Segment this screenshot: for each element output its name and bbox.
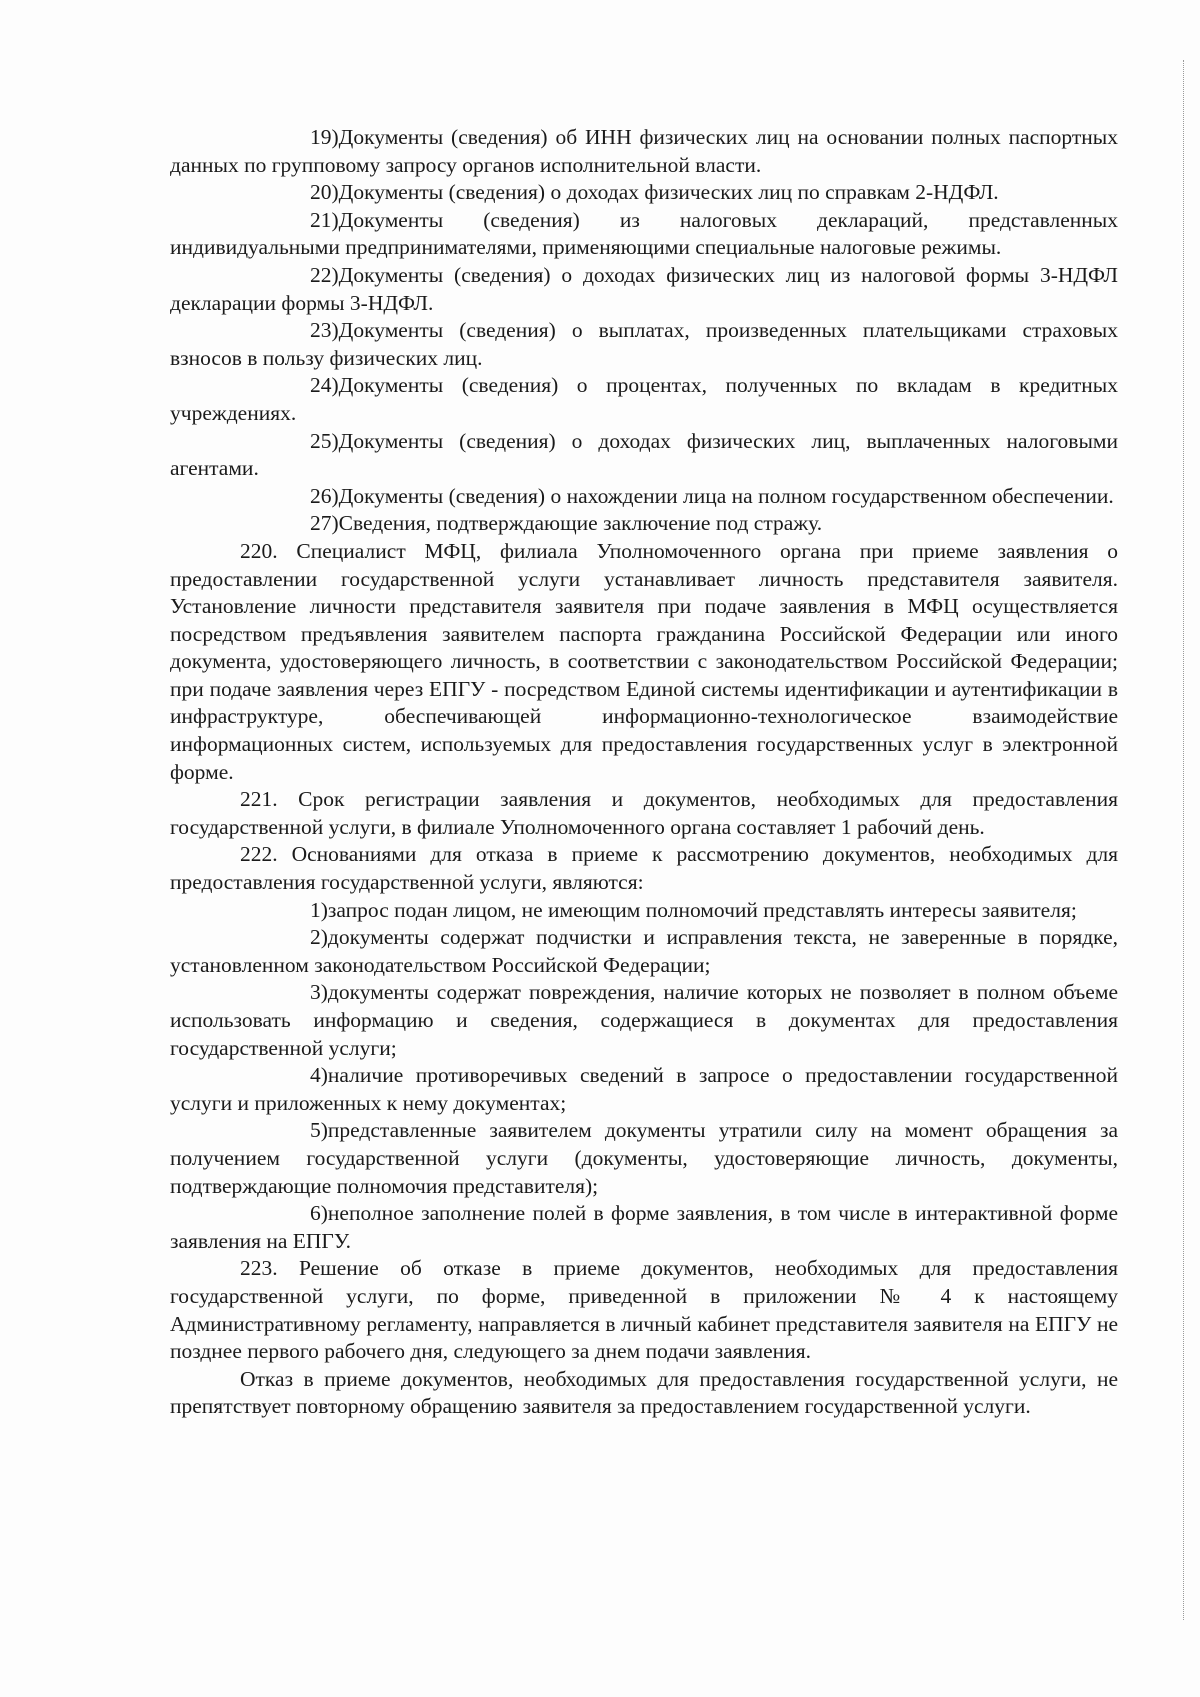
list-item-text: Документы (сведения) из налоговых деклараций, представленных индивидуальными предпринимателями, применяющими специальные налоговые режимы. [170, 207, 1118, 260]
list-item [170, 262, 1118, 317]
list-item-text: представленные заявителем документы утратили силу на момент обращения за получением государственной услуги (документы, удостоверяющие личность, документы, подтверждающие полномочия представителя); [170, 1118, 1118, 1198]
list-item [170, 317, 1118, 372]
list-item [170, 124, 1118, 179]
list-item-text: Документы (сведения) о выплатах, произведенных плательщиками страховых взносов в пользу физических лиц. [170, 318, 1118, 370]
list-item-number: 22) [310, 262, 339, 287]
list-item-text: Документы (сведения) о процентах, полученных по вкладам в кредитных учреждениях. [170, 373, 1118, 425]
list-item-number: 21) [310, 207, 339, 232]
paragraph-220: 220. Специалист МФЦ, филиала Уполномоченного органа при приеме заявления о предоставлении государственной услуги устанавливает личность представителя заявителя. Установление личности представителя заявителя при подаче заявления в МФЦ осуществляется посредством предъявления заявителем паспорта гражданина Российской Федерации или иного документа, удостоверяющего личность, в соответствии с законодательством Российской Федерации; при подаче заявления через ЕПГУ - посредством Единой системы идентификации и аутентификации в инфраструктуре, обеспечивающей информационно-технологическое взаимодействие информационных систем, используемых для предоставления государственных услуг в электронной форме. [170, 538, 1118, 784]
list-item [170, 179, 1118, 207]
list-item [170, 1062, 1118, 1117]
list-item [170, 979, 1118, 1062]
list-item [170, 897, 1118, 925]
list-item-text: запрос подан лицом, не имеющим полномочий представлять интересы заявителя; [327, 897, 1077, 922]
list-item-number: 20) [310, 180, 339, 205]
list-item-text: неполное заполнение полей в форме заявления, в том числе в интерактивной форме заявления на ЕПГУ. [170, 1201, 1118, 1253]
list-item-text: Документы (сведения) о нахождении лица на полном государственном обеспечении. [338, 483, 1114, 508]
list-item-number: 27) [310, 511, 339, 536]
list-item-text: Документы (сведения) о доходах физических лиц по справкам 2-НДФЛ. [338, 180, 999, 205]
list-item-number: 23) [310, 318, 339, 343]
list-item-number: 26) [310, 483, 339, 508]
paragraph-refusal: Отказ в приеме документов, необходимых для предоставления государственной услуги, не препятствует повторному обращению заявителя за предоставлением государственной услуги. [170, 1366, 1118, 1419]
list-item [170, 372, 1118, 427]
list-item [170, 510, 1118, 538]
list-item-number: 3) [310, 980, 328, 1005]
list-item-text: Сведения, подтверждающие заключение под стражу. [338, 511, 823, 536]
scan-edge-divider [1183, 60, 1184, 1620]
list-item-text: наличие противоречивых сведений в запросе о предоставлении государственной услуги и приложенных к нему документах; [170, 1063, 1118, 1115]
list-item [170, 1117, 1118, 1200]
list-item-number: 6) [310, 1201, 328, 1226]
list-item-number: 24) [310, 373, 339, 398]
list-item-text: Документы (сведения) об ИНН физических лиц на основании полных паспортных данных по групповому запросу органов исполнительной власти. [170, 125, 1118, 177]
document-body [170, 124, 1118, 1421]
list-item-text: документы содержат повреждения, наличие которых не позволяет в полном объеме использовать информацию и сведения, содержащиеся в документах для предоставления государственной услуги; [170, 980, 1118, 1060]
list-item-number: 5) [310, 1118, 328, 1143]
list-item-number: 1) [310, 897, 328, 922]
paragraph-223: 223. Решение об отказе в приеме документов, необходимых для предоставления государственной услуги, по форме, приведенной в приложении № 4 к настоящему Административному регламенту, направляется в личный кабинет представителя заявителя на ЕПГУ не позднее первого рабочего дня, следующего за днем подачи заявления. [170, 1256, 1118, 1364]
list-item [170, 483, 1118, 511]
list-item-number: 4) [310, 1063, 328, 1088]
list-item [170, 924, 1118, 979]
list-item [170, 207, 1118, 262]
paragraph-222: 222. Основаниями для отказа в приеме к рассмотрению документов, необходимых для предоставления государственной услуги, являются: [170, 842, 1118, 895]
list-item-number: 2) [310, 925, 328, 950]
list-item [170, 428, 1118, 483]
list-item-text: Документы (сведения) о доходах физических лиц из налоговой формы 3-НДФЛ декларации формы 3-НДФЛ. [170, 262, 1118, 315]
list-item-number: 25) [310, 428, 339, 453]
list-item-number: 19) [310, 125, 339, 149]
list-item-text: документы содержат подчистки и исправления текста, не заверенные в порядке, установленном законодательством Российской Федерации; [170, 925, 1118, 977]
list-item [170, 1200, 1118, 1255]
list-item-text: Документы (сведения) о доходах физических лиц, выплаченных налоговыми агентами. [170, 428, 1118, 481]
paragraph-221: 221. Срок регистрации заявления и документов, необходимых для предоставления государственной услуги, в филиале Уполномоченного органа составляет 1 рабочий день. [170, 787, 1118, 839]
